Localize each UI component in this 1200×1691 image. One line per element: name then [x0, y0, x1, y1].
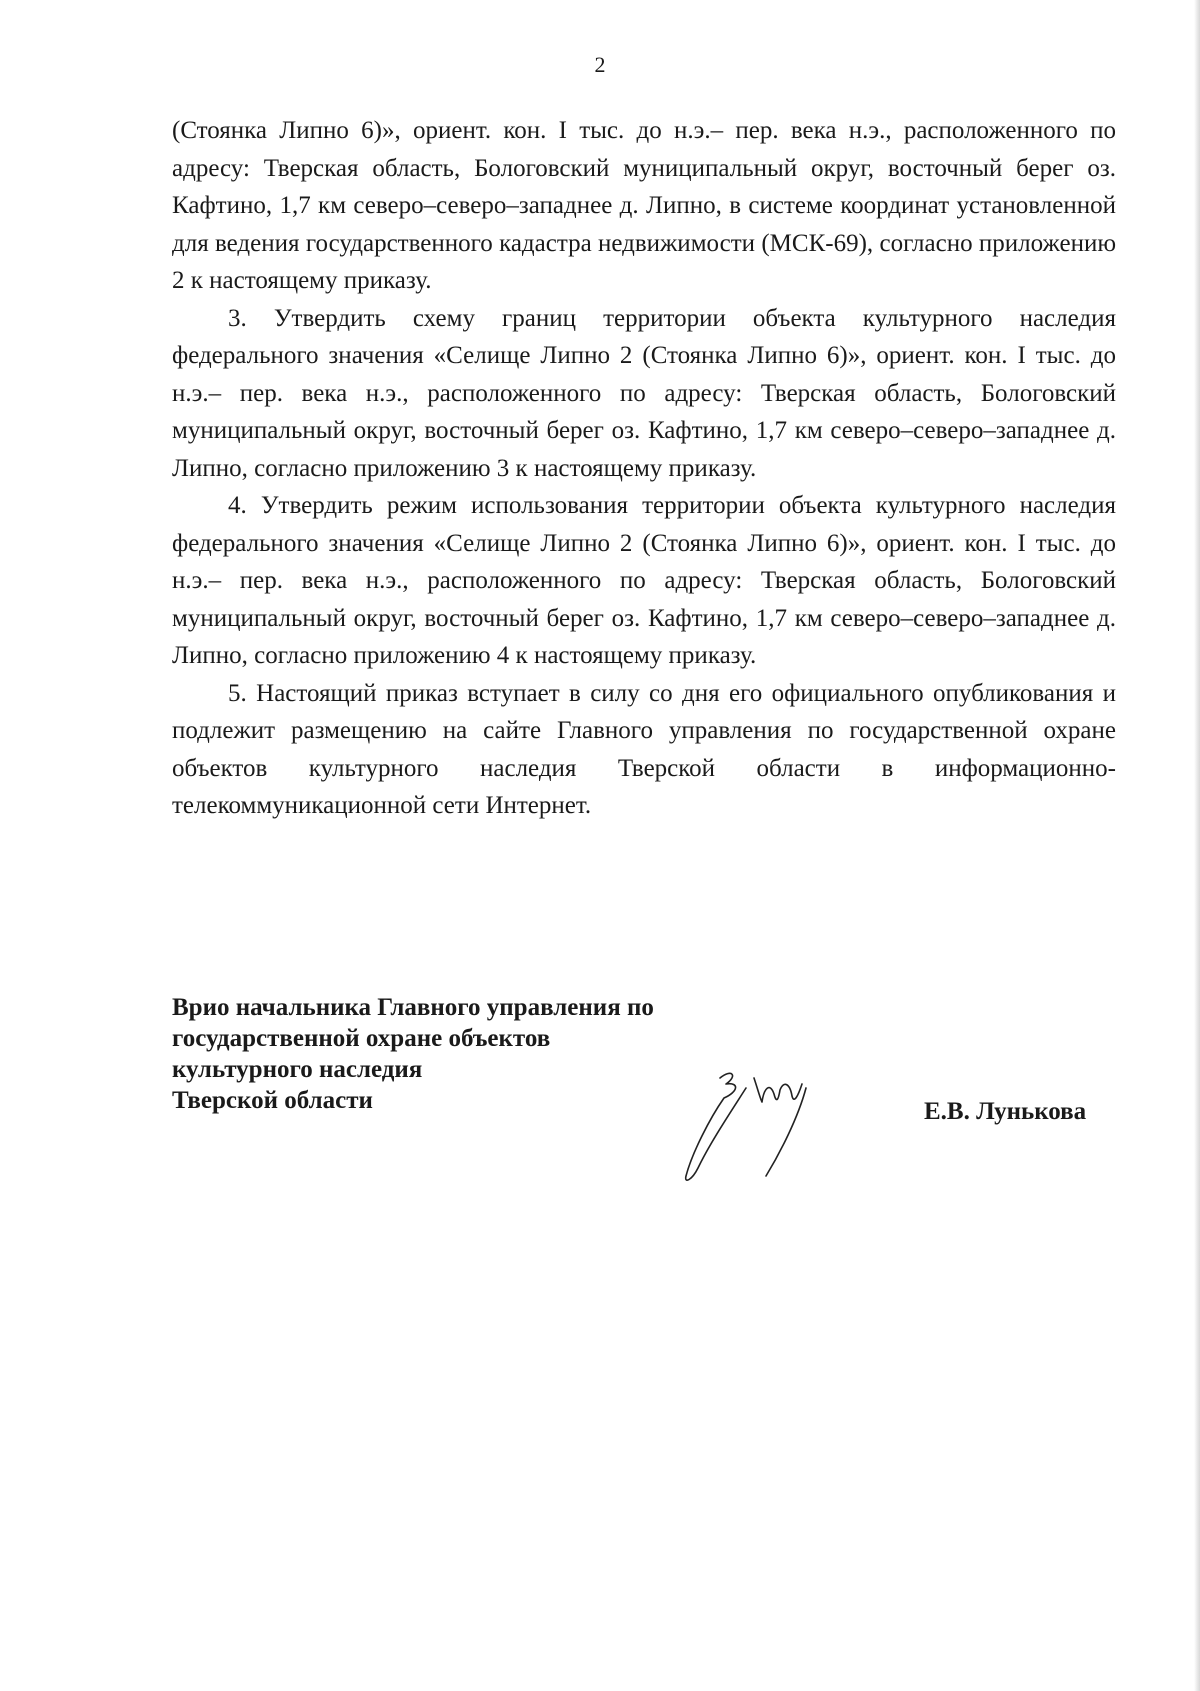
signatory-title-line: культурного наследия	[172, 1056, 423, 1083]
document-body	[172, 112, 1116, 825]
handwritten-signature	[680, 1058, 860, 1188]
page-number: 2	[594, 52, 606, 77]
signatory-title-line: государственной охране объектов	[172, 1025, 551, 1052]
signer-name: Е.В. Лунькова	[924, 1098, 1087, 1125]
paragraph-item-4: 4. Утвердить режим использования территории объекта культурного наследия федерального значения «Селище Липно 2 (Стоянка Липно 6)», ориент. кон. I тыс. до н.э.– пер. века н.э., расположенного по адресу: Тверская область, Бологовский муниципальный округ, восточный берег оз. Кафтино, 1,7 км северо–северо–западнее д. Липно, согласно приложению 4 к настоящему приказу.	[172, 492, 1116, 669]
signatory-title	[172, 992, 654, 1116]
signatory-title-line: Врио начальника Главного управления по	[172, 994, 654, 1021]
paragraph-item-5: 5. Настоящий приказ вступает в силу со дня его официального опубликования и подлежит размещению на сайте Главного управления по государственной охране объектов культурного наследия Тверской области в информационно-телекоммуникационной сети Интернет.	[172, 679, 1116, 819]
scan-edge-shadow	[1194, 0, 1200, 1691]
paragraph-item-3: 3. Утвердить схему границ территории объекта культурного наследия федерального значения «Селище Липно 2 (Стоянка Липно 6)», ориент. кон. I тыс. до н.э.– пер. века н.э., расположенного по адресу: Тверская область, Бологовский муниципальный округ, восточный берег оз. Кафтино, 1,7 км северо–северо–западнее д. Липно, согласно приложению 3 к настоящему приказу.	[172, 304, 1116, 482]
signatory-title-line: Тверской области	[172, 1087, 373, 1114]
paragraph-continuation: (Стоянка Липно 6)», ориент. кон. I тыс. до н.э.– пер. века н.э., расположенного по адресу: Тверская область, Бологовский муниципальный округ, восточный берег оз. Кафтино, 1,7 км северо–северо–западнее д. Липно, в системе координат установленной для ведения государственного кадастра недвижимости (МСК-69), согласно приложению 2 к настоящему приказу.	[172, 117, 1116, 294]
